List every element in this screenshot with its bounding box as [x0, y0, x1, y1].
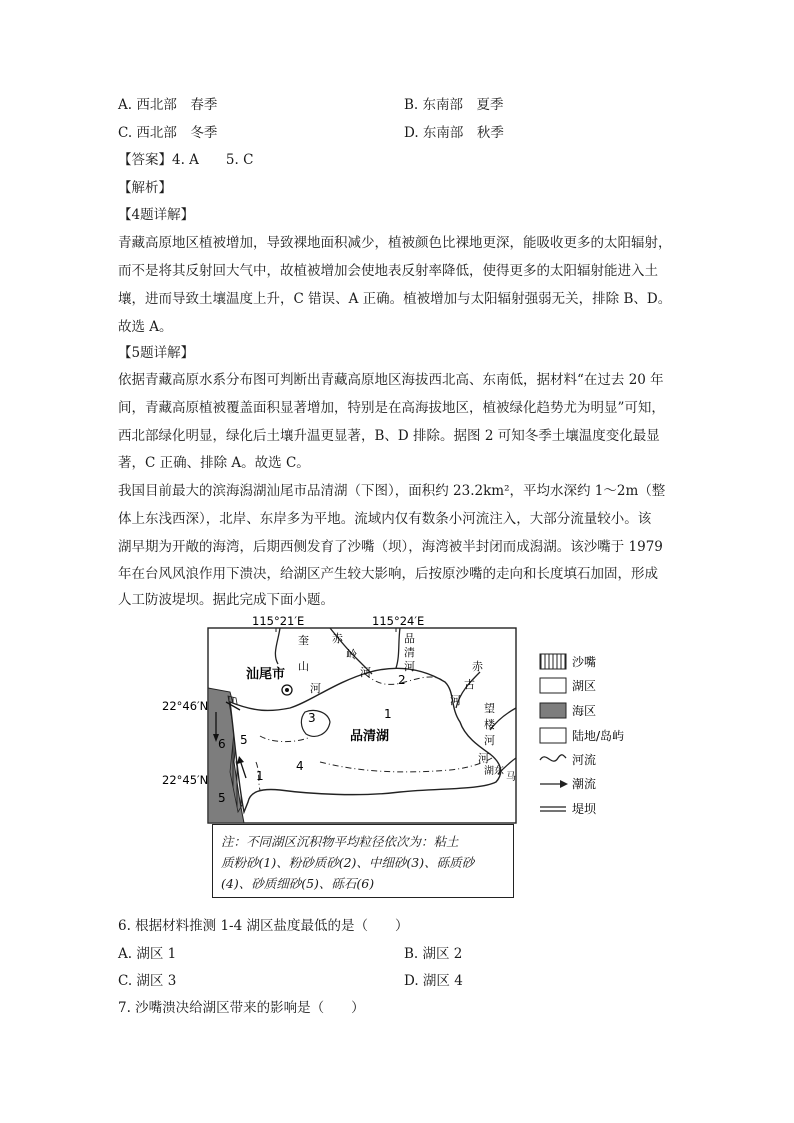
- q6-option-b: B. 湖区 2: [404, 946, 463, 962]
- river-char: 清: [404, 646, 415, 659]
- material-line: 我国目前最大的滨海潟湖汕尾市品清湖（下图），面积约 23.2km²，平均水深约 1～2m（整: [118, 483, 666, 499]
- q4-line: 故选 A。: [118, 319, 173, 335]
- zone-number: 1: [256, 769, 264, 783]
- q7-stem: 7. 沙嘴溃决给湖区带来的影响是（ ）: [118, 1000, 365, 1016]
- legend-label: 海区: [572, 704, 597, 718]
- lagoon-map: [160, 612, 660, 824]
- river-char: 河: [404, 660, 415, 673]
- q5-line: 西北部绿化明显，绿化后土壤升温更显著，B、D 排除。据图 2 可知冬季土壤温度变化最显: [118, 428, 660, 444]
- river-char: 楼: [484, 718, 495, 731]
- option-d: D. 东南部 秋季: [404, 125, 504, 141]
- legend-label: 河流: [572, 753, 597, 767]
- river-char: 河: [450, 694, 461, 707]
- answer-line: 【答案】4. A 5. C: [118, 152, 254, 168]
- lat-top-label: 22°46′N: [162, 699, 209, 713]
- river-char: 河: [484, 734, 495, 747]
- q6-option-d: D. 湖区 4: [404, 973, 463, 989]
- legend-label: 沙嘴: [572, 655, 597, 669]
- note-line: 质粉砂(1)、粉砂质砂(2)、中细砂(3)、砾质砂: [221, 855, 475, 870]
- q6-option-a: A. 湖区 1: [118, 946, 177, 962]
- lat-bottom-label: 22°45′N: [162, 773, 209, 787]
- q4-line: 壤，进而导致土壤温度上升，C 错误、A 正确。植被增加与太阳辐射强弱无关，排除 B、D。: [118, 291, 672, 307]
- q4-line: 青藏高原地区植被增加，导致裸地面积减少，植被颜色比裸地更深，能吸收更多的太阳辐射，: [118, 235, 672, 251]
- map-legend: [540, 654, 624, 816]
- q6-option-c: C. 湖区 3: [118, 973, 177, 989]
- river-char: 古: [464, 678, 475, 691]
- zone-number: 1: [384, 707, 392, 721]
- river-char: 河: [360, 666, 371, 679]
- q6-stem: 6. 根据材料推测 1-4 湖区盐度最低的是（ ）: [118, 918, 409, 934]
- q5-line: 著，C 正确、排除 A。故选 C。: [118, 455, 310, 471]
- option-c: C. 西北部 冬季: [118, 125, 218, 141]
- zone-number: 3: [308, 711, 316, 725]
- legend-label: 潮流: [572, 777, 597, 791]
- lon-right-label: 115°24′E: [372, 614, 425, 628]
- q5-line: 间，青藏高原植被覆盖面积显著增加，特别是在高海拔地区，植被绿化趋势尤为明显”可知，: [118, 400, 665, 416]
- zone-number: 6: [218, 737, 226, 751]
- zone-number: 4: [296, 759, 304, 773]
- q4-heading: 【4题详解】: [118, 207, 195, 223]
- river-char: 河: [310, 682, 321, 695]
- river-char: 湖东: [484, 766, 504, 777]
- river-char: 赤: [472, 660, 483, 673]
- lake-name: 品清湖: [350, 729, 390, 744]
- river-char: 奎: [298, 634, 309, 647]
- river-char: 山: [298, 660, 309, 673]
- q5-heading: 【5题详解】: [118, 345, 195, 361]
- zone-number: 2: [398, 673, 406, 687]
- note-line: (4)、砂质细砂(5)、砾石(6): [221, 876, 375, 891]
- material-line: 湖早期为开敞的海湾，后期西侧发育了沙嘴（坝），海湾被半封闭而成潟湖。该沙嘴于 1979: [118, 539, 663, 555]
- lon-left-label: 115°21′E: [252, 614, 305, 628]
- zone-number: 5: [218, 791, 226, 805]
- legend-label: 堤坝: [572, 802, 597, 816]
- river-char: 河: [478, 752, 489, 765]
- material-line: 年在台风风浪作用下溃决，给湖区产生较大影响，后按原沙嘴的走向和长度填石加固，形成: [118, 566, 658, 582]
- legend-label: 陆地/岛屿: [572, 729, 625, 743]
- legend-label: 湖区: [572, 679, 597, 693]
- option-b: B. 东南部 夏季: [404, 97, 504, 113]
- river-char: 岭: [346, 648, 357, 661]
- analysis-heading: 【解析】: [118, 180, 172, 196]
- city-name: 汕尾市: [246, 667, 286, 682]
- q4-line: 而不是将其反射回大气中，故植被增加会使地表反射率降低，使得更多的太阳辐射能进入土: [118, 263, 658, 279]
- note-line: 注：不同湖区沉积物平均粒径依次为：粘土: [221, 834, 459, 849]
- q5-line: 依据青藏高原水系分布图可判断出青藏高原地区海拔西北高、东南低，据材料“在过去 20 年: [118, 372, 664, 388]
- river-char: 马: [506, 772, 516, 783]
- river-char: 望: [484, 702, 495, 715]
- material-line: 人工防波堤坝。据此完成下面小题。: [118, 592, 334, 608]
- river-char: 赤: [332, 632, 343, 645]
- river-char: 品: [404, 632, 415, 645]
- option-a: A. 西北部 春季: [118, 97, 218, 113]
- zone-number: 5: [240, 733, 248, 747]
- material-line: 体上东浅西深），北岸、东岸多为平地。流域内仅有数条小河流注入，大部分流量较小。该: [118, 511, 652, 527]
- map-note: [212, 824, 514, 898]
